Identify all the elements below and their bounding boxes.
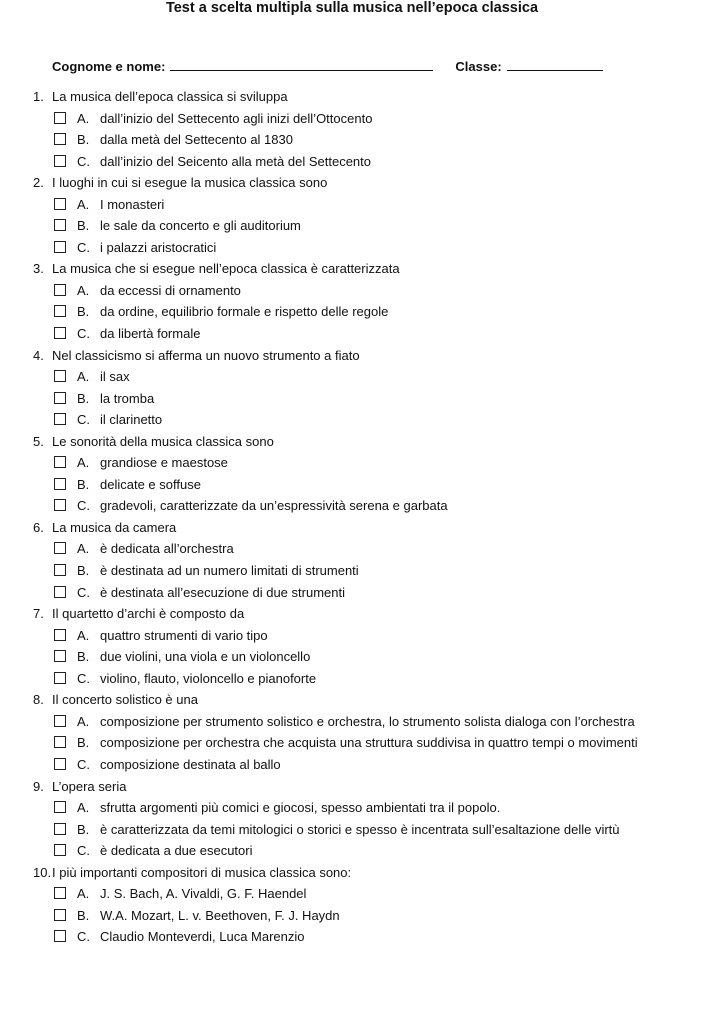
option-letter: C. [77, 670, 90, 686]
checkbox-icon[interactable] [54, 801, 66, 813]
question-5 [33, 431, 694, 517]
option-letter: C. [77, 326, 90, 342]
checkbox-icon[interactable] [54, 133, 66, 145]
checkbox-icon[interactable] [54, 586, 66, 598]
option-text: il sax [100, 369, 130, 385]
class-label: Classe: [455, 59, 502, 74]
checkbox-icon[interactable] [54, 542, 66, 554]
answer-option[interactable] [33, 215, 694, 237]
option-text: grandiose e maestose [100, 455, 228, 471]
question-text [33, 862, 694, 884]
option-text: la tromba [100, 390, 155, 406]
question-label: I più importanti compositori di musica classica sono: [52, 864, 352, 880]
question-number: 2. [33, 175, 44, 191]
answer-option[interactable] [33, 560, 694, 582]
option-text: J. S. Bach, A. Vivaldi, G. F. Haendel [100, 886, 307, 902]
answer-option[interactable] [33, 732, 694, 754]
answer-option[interactable] [33, 301, 694, 323]
question-text [33, 689, 694, 711]
option-text: dalla metà del Settecento al 1830 [100, 132, 293, 148]
answer-option[interactable] [33, 474, 694, 496]
option-text: dall’inizio del Settecento agli inizi dell’Ottocento [100, 110, 373, 126]
answer-option[interactable] [33, 668, 694, 690]
checkbox-icon[interactable] [54, 241, 66, 253]
question-number: 3. [33, 261, 44, 277]
checkbox-icon[interactable] [54, 629, 66, 641]
question-list [33, 86, 694, 948]
checkbox-icon[interactable] [54, 499, 66, 511]
question-1 [33, 86, 694, 172]
answer-option[interactable] [33, 409, 694, 431]
option-text: violino, flauto, violoncello e pianoforte [100, 670, 317, 686]
question-number: 9. [33, 778, 44, 794]
answer-option[interactable] [33, 711, 694, 733]
answer-option[interactable] [33, 237, 694, 259]
option-letter: C. [77, 412, 90, 428]
answer-option[interactable] [33, 108, 694, 130]
option-letter: B. [77, 563, 90, 579]
answer-option[interactable] [33, 323, 694, 345]
answer-option[interactable] [33, 625, 694, 647]
answer-option[interactable] [33, 582, 694, 604]
answer-option[interactable] [33, 366, 694, 388]
checkbox-icon[interactable] [54, 672, 66, 684]
option-letter: C. [77, 153, 90, 169]
checkbox-icon[interactable] [54, 823, 66, 835]
answer-option[interactable] [33, 538, 694, 560]
option-letter: A. [77, 110, 90, 126]
option-letter: A. [77, 196, 90, 212]
option-letter: B. [77, 476, 90, 492]
checkbox-icon[interactable] [54, 413, 66, 425]
option-text: da ordine, equilibrio formale e rispetto delle regole [100, 304, 389, 320]
answer-option[interactable] [33, 840, 694, 862]
question-label: L’opera seria [52, 778, 127, 794]
checkbox-icon[interactable] [54, 112, 66, 124]
option-letter: C. [77, 498, 90, 514]
option-letter: A. [77, 282, 90, 298]
question-text [33, 345, 694, 367]
option-letter: A. [77, 713, 90, 729]
checkbox-icon[interactable] [54, 198, 66, 210]
question-text [33, 172, 694, 194]
option-letter: B. [77, 304, 90, 320]
question-label: Nel classicismo si afferma un nuovo strumento a fiato [52, 347, 360, 363]
checkbox-icon[interactable] [54, 650, 66, 662]
option-text: I monasteri [100, 196, 165, 212]
answer-option[interactable] [33, 754, 694, 776]
checkbox-icon[interactable] [54, 715, 66, 727]
question-4 [33, 345, 694, 431]
option-text: da libertà formale [100, 326, 201, 342]
option-text: è dedicata all’orchestra [100, 541, 234, 557]
option-text: i palazzi aristocratici [100, 239, 217, 255]
checkbox-icon[interactable] [54, 844, 66, 856]
option-letter: B. [77, 907, 90, 923]
page-title: Test a scelta multipla sulla musica nell’epoca classica [165, 0, 539, 16]
option-text: composizione destinata al ballo [100, 756, 281, 772]
question-text [33, 603, 694, 625]
question-label: I luoghi in cui si esegue la musica classica sono [52, 175, 328, 191]
answer-option[interactable] [33, 495, 694, 517]
option-text: da eccessi di ornamento [100, 282, 241, 298]
question-10 [33, 862, 694, 948]
option-letter: A. [77, 369, 90, 385]
answer-option[interactable] [33, 194, 694, 216]
checkbox-icon[interactable] [54, 456, 66, 468]
answer-option[interactable] [33, 926, 694, 948]
checkbox-icon[interactable] [54, 284, 66, 296]
option-text: è destinata ad un numero limitati di strumenti [100, 563, 359, 579]
question-text [33, 86, 694, 108]
checkbox-icon[interactable] [54, 305, 66, 317]
question-number: 7. [33, 606, 44, 622]
option-letter: C. [77, 929, 90, 945]
option-letter: C. [77, 843, 90, 859]
answer-option[interactable] [33, 797, 694, 819]
question-text [33, 776, 694, 798]
question-label: Il quartetto d’archi è composto da [52, 606, 245, 622]
option-letter: C. [77, 239, 90, 255]
option-letter: A. [77, 627, 90, 643]
option-letter: A. [77, 541, 90, 557]
option-text: è caratterizzata da temi mitologici o storici e spesso è incentrata sull’esaltazione delle virtù [100, 821, 620, 837]
checkbox-icon[interactable] [54, 564, 66, 576]
option-letter: B. [77, 132, 90, 148]
question-2 [33, 172, 694, 258]
option-text: due violini, una viola e un violoncello [100, 649, 311, 665]
question-label: Le sonorità della musica classica sono [52, 433, 274, 449]
checkbox-icon[interactable] [54, 930, 66, 942]
option-text: il clarinetto [100, 412, 163, 428]
option-text: composizione per strumento solistico e orchestra, lo strumento solista dialoga con l’orchestra [100, 713, 635, 729]
question-3 [33, 258, 694, 344]
option-text: le sale da concerto e gli auditorium [100, 218, 301, 234]
question-number: 1. [33, 89, 44, 104]
question-number: 8. [33, 692, 44, 708]
option-text: è destinata all’esecuzione di due strumenti [100, 584, 345, 600]
option-text: W.A. Mozart, L. v. Beethoven, F. J. Haydn [100, 907, 340, 923]
question-9 [33, 776, 694, 862]
question-label: Il concerto solistico è una [52, 692, 198, 708]
question-number: 10. [33, 864, 52, 880]
question-number: 6. [33, 519, 44, 535]
answer-option[interactable] [33, 905, 694, 927]
answer-option[interactable] [33, 646, 694, 668]
class-field[interactable] [507, 57, 603, 71]
answer-option[interactable] [33, 129, 694, 151]
option-letter: C. [77, 584, 90, 600]
answer-option[interactable] [33, 819, 694, 841]
checkbox-icon[interactable] [54, 370, 66, 382]
option-letter: A. [77, 886, 90, 902]
option-letter: C. [77, 756, 90, 772]
answer-option[interactable] [33, 151, 694, 173]
answer-option[interactable] [33, 452, 694, 474]
question-label: La musica da camera [52, 519, 177, 535]
answer-option[interactable] [33, 883, 694, 905]
option-letter: B. [77, 821, 90, 837]
checkbox-icon[interactable] [54, 155, 66, 167]
option-letter: B. [77, 649, 90, 665]
checkbox-icon[interactable] [54, 736, 66, 748]
question-text [33, 517, 694, 539]
option-letter: A. [77, 800, 90, 816]
option-text: quattro strumenti di vario tipo [100, 627, 268, 643]
checkbox-icon[interactable] [54, 909, 66, 921]
checkbox-icon[interactable] [54, 327, 66, 339]
question-8 [33, 689, 694, 775]
checkbox-icon[interactable] [54, 392, 66, 404]
question-number: 5. [33, 433, 44, 449]
option-letter: B. [77, 735, 90, 751]
question-text [33, 431, 694, 453]
option-letter: B. [77, 390, 90, 406]
option-text: è dedicata a due esecutori [100, 843, 253, 859]
option-letter: B. [77, 218, 90, 234]
question-7 [33, 603, 694, 689]
checkbox-icon[interactable] [54, 478, 66, 490]
checkbox-icon[interactable] [54, 887, 66, 899]
checkbox-icon[interactable] [54, 219, 66, 231]
option-text: composizione per orchestra che acquista una struttura suddivisa in quattro tempi o movimenti [100, 735, 638, 751]
option-text: Claudio Monteverdi, Luca Marenzio [100, 929, 305, 945]
option-text: gradevoli, caratterizzate da un’espressività serena e garbata [100, 498, 448, 514]
name-field[interactable] [170, 57, 433, 71]
question-number: 4. [33, 347, 44, 363]
question-label: La musica che si esegue nell’epoca classica è caratterizzata [52, 261, 400, 277]
name-label: Cognome e nome: [52, 59, 166, 74]
checkbox-icon[interactable] [54, 758, 66, 770]
option-text: sfrutta argomenti più comici e giocosi, spesso ambientati tra il popolo. [100, 800, 501, 816]
question-text [33, 258, 694, 280]
option-text: dall’inizio del Seicento alla metà del Settecento [100, 153, 372, 169]
option-letter: A. [77, 455, 90, 471]
option-text: delicate e soffuse [100, 476, 201, 492]
question-6 [33, 517, 694, 603]
question-label: La musica dell’epoca classica si sviluppa [52, 89, 288, 104]
answer-option[interactable] [33, 280, 694, 302]
student-header [52, 57, 644, 76]
answer-option[interactable] [33, 388, 694, 410]
